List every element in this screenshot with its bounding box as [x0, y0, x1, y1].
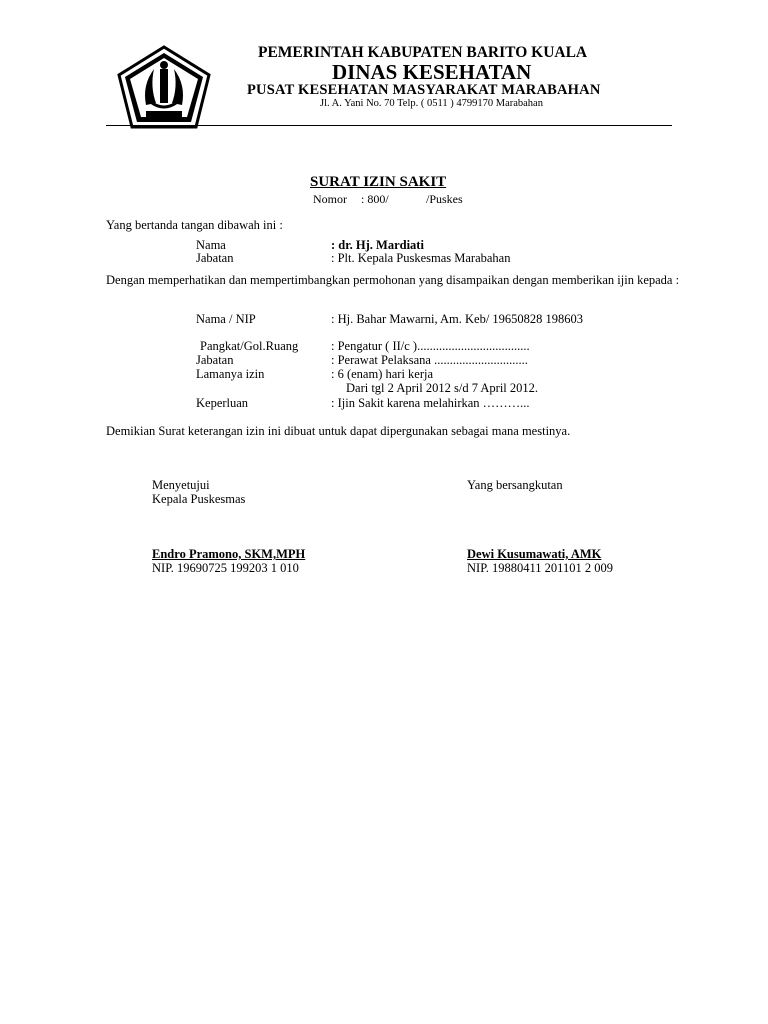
paragraph-permission: Dengan memperhatikan dan mempertimbangkan permohonan yang disampaikan dengan memberikan ijin kepada :	[106, 273, 680, 287]
applicant-name: Dewi Kusumawati, AMK	[467, 547, 602, 561]
approver-name: Endro Pramono, SKM,MPH	[152, 547, 306, 561]
intro-text: Yang bertanda tangan dibawah ini :	[106, 218, 283, 232]
signer-position-label: Jabatan	[196, 251, 234, 265]
signer-name-label: Nama	[196, 238, 226, 252]
recipient-position-label: Jabatan	[196, 353, 234, 367]
header-divider	[106, 125, 672, 126]
approver-nip: NIP. 19690725 199203 1 010	[152, 561, 299, 575]
signer-position-value: : Plt. Kepala Puskesmas Marabahan	[331, 251, 511, 265]
recipient-position-value: : Perawat Pelaksana ..............................	[331, 353, 528, 367]
nomor-suffix: /Puskes	[426, 192, 463, 206]
recipient-date-range: Dari tgl 2 April 2012 s/d 7 April 2012.	[346, 381, 539, 395]
recipient-name-value: : Hj. Bahar Mawarni, Am. Keb/ 19650828 198603	[331, 312, 584, 326]
header-office: PUSAT KESEHATAN MASYARAKAT MARABAHAN	[247, 82, 601, 98]
recipient-purpose-value: : Ijin Sakit karena melahirkan ………...	[331, 396, 530, 410]
barito-kuala-emblem-icon	[116, 45, 212, 129]
recipient-name-label: Nama / NIP	[196, 312, 256, 326]
nomor-value: : 800/	[361, 192, 389, 206]
applicant-label: Yang bersangkutan	[467, 478, 563, 492]
paragraph-closing: Demikian Surat keterangan izin ini dibuat untuk dapat dipergunakan sebagai mana mestinya.	[106, 424, 571, 438]
recipient-rank-value: : Pengatur ( II/c )....................................	[331, 339, 530, 353]
header-agency: DINAS KESEHATAN	[332, 60, 532, 84]
letter-title: SURAT IZIN SAKIT	[310, 174, 447, 190]
signer-name-value: : dr. Hj. Mardiati	[331, 238, 424, 252]
recipient-purpose-label: Keperluan	[196, 396, 249, 410]
recipient-rank-label: Pangkat/Gol.Ruang	[200, 339, 299, 353]
recipient-duration-value: : 6 (enam) hari kerja	[331, 367, 434, 381]
nomor-label: Nomor	[313, 192, 347, 206]
applicant-nip: NIP. 19880411 201101 2 009	[467, 561, 613, 575]
approval-label: Menyetujui	[152, 478, 210, 492]
header-government: PEMERINTAH KABUPATEN BARITO KUALA	[258, 44, 588, 61]
approver-title: Kepala Puskesmas	[152, 492, 246, 506]
header-address: Jl. A. Yani No. 70 Telp. ( 0511 ) 4799170 Marabahan	[320, 98, 543, 109]
recipient-duration-label: Lamanya izin	[196, 367, 265, 381]
